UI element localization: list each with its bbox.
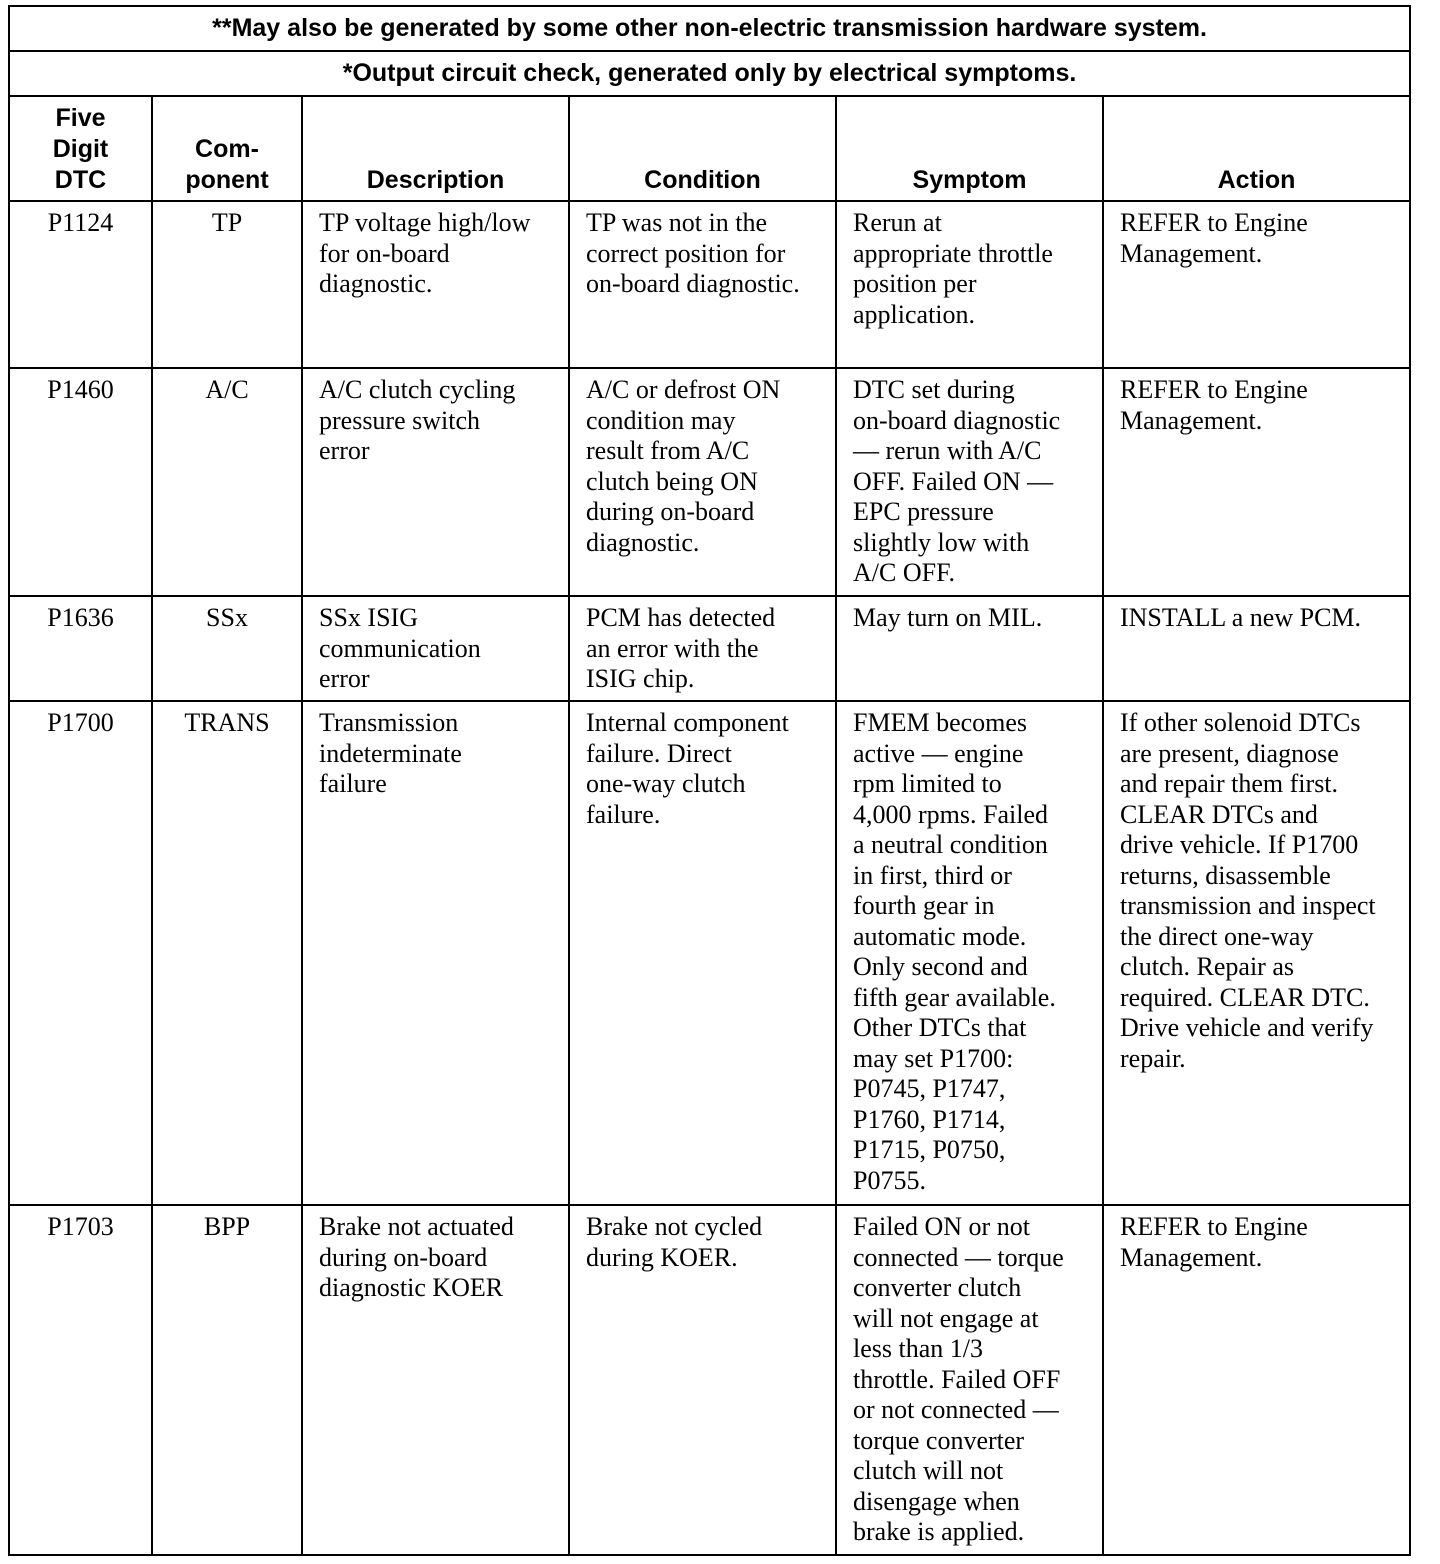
cell-text: BPP: [203, 1212, 251, 1241]
component-cell: [152, 701, 302, 1205]
cell-text-line: transmission and inspect: [1120, 891, 1376, 920]
action-cell: [1103, 596, 1410, 701]
cell-text-line: an error with the: [586, 633, 759, 663]
cell-text-line: a neutral condition: [853, 830, 1048, 859]
cell-text-line: in first, third or: [853, 860, 1012, 890]
cell-text-line: failure.: [586, 799, 661, 829]
component-cell: [152, 368, 302, 596]
condition-cell: [569, 596, 836, 701]
cell-text-line: position per: [853, 269, 977, 298]
component-cell: [152, 596, 302, 701]
table-row: [9, 1205, 1410, 1555]
cell-text-line: P0755.: [853, 1165, 926, 1195]
cell-text-line: on-board diagnostic: [853, 405, 1061, 435]
cell-text: P1460: [47, 375, 114, 404]
cell-text: P1700: [47, 708, 114, 737]
col-header-component: [152, 96, 302, 201]
cell-text-line: fifth gear available.: [853, 982, 1056, 1012]
description-cell: [302, 201, 569, 368]
cell-text-line: error: [319, 664, 370, 693]
table-row: [9, 201, 1410, 368]
description-cell: [302, 701, 569, 1205]
dtc-table: [8, 5, 1411, 1556]
cell-text-line: clutch will not: [853, 1456, 1004, 1485]
dtc-cell: [9, 201, 152, 368]
table-row: [9, 368, 1410, 596]
cell-text-line: clutch being ON: [586, 466, 758, 496]
dtc-cell: [9, 596, 152, 701]
cell-text-line: DTC set during: [853, 375, 1015, 404]
cell-text-line: May turn on MIL.: [853, 603, 1043, 632]
col-header-dtc: [9, 96, 152, 201]
description-cell: [302, 1205, 569, 1555]
table-note-output-circuit: *Output circuit check, generated only by electrical symptoms.: [9, 51, 1410, 96]
cell-text-line: Management.: [1120, 405, 1263, 435]
symptom-cell: [836, 596, 1103, 701]
description-cell: [302, 368, 569, 596]
condition-cell: [569, 701, 836, 1205]
header-text-line: ponent: [185, 166, 269, 194]
cell-text-line: Management.: [1120, 238, 1263, 268]
cell-text-line: P1760, P1714,: [853, 1104, 1006, 1134]
cell-text-line: active — engine: [853, 738, 1024, 768]
cell-text-line: disengage when: [853, 1486, 1020, 1516]
cell-text-line: for on-board: [319, 238, 450, 268]
cell-text-line: P1715, P0750,: [853, 1135, 1006, 1164]
cell-text-line: A/C clutch cycling: [319, 375, 516, 404]
dtc-cell: [9, 368, 152, 596]
table-row: [9, 701, 1410, 1205]
condition-cell: [569, 201, 836, 368]
cell-text-line: appropriate throttle: [853, 238, 1053, 268]
cell-text: P1636: [47, 603, 114, 632]
dtc-cell: [9, 701, 152, 1205]
symptom-cell: [836, 701, 1103, 1205]
cell-text-line: Management.: [1120, 1242, 1263, 1272]
cell-text-line: the direct one-way: [1120, 921, 1314, 951]
cell-text-line: connected — torque: [853, 1242, 1064, 1272]
cell-text-line: 4,000 rpms. Failed: [853, 799, 1048, 829]
header-text-line: DTC: [54, 166, 107, 194]
col-header-description: [302, 96, 569, 201]
cell-text-line: FMEM becomes: [853, 708, 1028, 737]
cell-text: A/C: [205, 375, 249, 404]
cell-text-line: TP voltage high/low: [319, 208, 531, 237]
cell-text-line: returns, disassemble: [1120, 860, 1331, 890]
cell-text-line: REFER to Engine: [1120, 208, 1308, 237]
cell-text-line: PCM has detected: [586, 603, 776, 632]
cell-text-line: converter clutch: [853, 1273, 1022, 1302]
cell-text-line: pressure switch: [319, 405, 481, 435]
col-header-action: [1103, 96, 1410, 201]
cell-text-line: Brake not cycled: [586, 1212, 763, 1241]
cell-text-line: automatic mode.: [853, 921, 1027, 951]
cell-text-line: CLEAR DTCs and: [1120, 799, 1318, 829]
cell-text-line: Only second and: [853, 952, 1028, 981]
col-header-symptom: [836, 96, 1103, 201]
header-text-line: Five: [55, 104, 106, 132]
symptom-cell: [836, 1205, 1103, 1555]
cell-text-line: Internal component: [586, 708, 789, 737]
cell-text-line: INSTALL a new PCM.: [1120, 603, 1362, 632]
cell-text-line: rpm limited to: [853, 769, 1002, 798]
cell-text-line: required. CLEAR DTC.: [1120, 982, 1370, 1012]
cell-text-line: Brake not actuated: [319, 1212, 514, 1241]
action-cell: [1103, 201, 1410, 368]
cell-text-line: throttle. Failed OFF: [853, 1364, 1061, 1394]
cell-text-line: P0745, P1747,: [853, 1074, 1006, 1103]
cell-text-line: application.: [853, 299, 976, 329]
cell-text: P1124: [47, 208, 114, 237]
cell-text-line: Rerun at: [853, 208, 942, 237]
cell-text-line: Other DTCs that: [853, 1013, 1027, 1042]
action-cell: [1103, 1205, 1410, 1555]
header-text-line: Condition: [644, 166, 761, 194]
cell-text-line: during on-board: [586, 497, 755, 526]
cell-text-line: Drive vehicle and verify: [1120, 1013, 1374, 1042]
cell-text-line: less than 1/3: [853, 1334, 983, 1363]
component-cell: [152, 1205, 302, 1555]
condition-cell: [569, 1205, 836, 1555]
condition-cell: [569, 368, 836, 596]
cell-text-line: If other solenoid DTCs: [1120, 708, 1361, 737]
cell-text-line: TP was not in the: [586, 208, 768, 237]
action-cell: [1103, 368, 1410, 596]
cell-text-line: brake is applied.: [853, 1517, 1025, 1546]
cell-text-line: one-way clutch: [586, 769, 746, 798]
col-header-condition: [569, 96, 836, 201]
cell-text-line: failure. Direct: [586, 738, 732, 768]
cell-text-line: diagnostic.: [319, 269, 433, 298]
note-row: [9, 51, 1410, 96]
cell-text-line: Failed ON or not: [853, 1212, 1030, 1241]
cell-text-line: may set P1700:: [853, 1043, 1014, 1073]
cell-text-line: SSx ISIG: [319, 603, 418, 632]
cell-text-line: indeterminate: [319, 738, 462, 768]
cell-text-line: repair.: [1120, 1043, 1186, 1073]
cell-text-line: drive vehicle. If P1700: [1120, 830, 1359, 859]
cell-text: SSx: [206, 603, 248, 632]
cell-text-line: are present, diagnose: [1120, 738, 1339, 768]
table-body: [9, 201, 1410, 1555]
cell-text-line: torque converter: [853, 1425, 1025, 1455]
dtc-cell: [9, 1205, 152, 1555]
cell-text-line: ISIG chip.: [586, 664, 695, 693]
cell-text-line: result from A/C: [586, 436, 750, 465]
header-text-line: Description: [366, 166, 505, 194]
description-cell: [302, 596, 569, 701]
symptom-cell: [836, 368, 1103, 596]
cell-text-line: diagnostic.: [586, 527, 700, 557]
cell-text-line: REFER to Engine: [1120, 375, 1308, 404]
symptom-cell: [836, 201, 1103, 368]
table-note-hardware: **May also be generated by some other non-electric transmission hardware system.: [9, 6, 1410, 51]
cell-text-line: failure: [319, 769, 387, 798]
cell-text-line: during KOER.: [586, 1242, 738, 1272]
cell-text-line: correct position for: [586, 238, 786, 268]
cell-text-line: communication: [319, 633, 481, 663]
note-row: [9, 6, 1410, 51]
cell-text-line: on-board diagnostic.: [586, 269, 800, 298]
action-cell: [1103, 701, 1410, 1205]
header-text-line: Action: [1217, 166, 1296, 194]
cell-text-line: A/C OFF.: [853, 558, 955, 587]
cell-text-line: fourth gear in: [853, 891, 995, 920]
cell-text-line: OFF. Failed ON —: [853, 466, 1054, 496]
cell-text-line: slightly low with: [853, 527, 1030, 557]
cell-text-line: error: [319, 436, 370, 465]
header-text-line: Digit: [52, 135, 109, 163]
cell-text: P1703: [47, 1212, 114, 1241]
cell-text-line: or not connected —: [853, 1395, 1059, 1424]
header-text-line: Symptom: [912, 166, 1027, 194]
cell-text-line: will not engage at: [853, 1303, 1039, 1333]
cell-text: TP: [211, 208, 243, 237]
cell-text-line: condition may: [586, 405, 736, 435]
cell-text-line: and repair them first.: [1120, 769, 1339, 798]
cell-text-line: — rerun with A/C: [853, 436, 1042, 465]
table-row: [9, 596, 1410, 701]
cell-text-line: clutch. Repair as: [1120, 952, 1294, 981]
cell-text-line: during on-board: [319, 1242, 488, 1272]
cell-text-line: EPC pressure: [853, 497, 994, 526]
cell-text-line: diagnostic KOER: [319, 1273, 504, 1302]
cell-text-line: A/C or defrost ON: [586, 375, 781, 404]
column-header-row: [9, 96, 1410, 201]
cell-text-line: Transmission: [319, 708, 459, 737]
component-cell: [152, 201, 302, 368]
cell-text-line: REFER to Engine: [1120, 1212, 1308, 1241]
cell-text: TRANS: [184, 708, 270, 737]
header-text-line: Com-: [195, 135, 259, 163]
